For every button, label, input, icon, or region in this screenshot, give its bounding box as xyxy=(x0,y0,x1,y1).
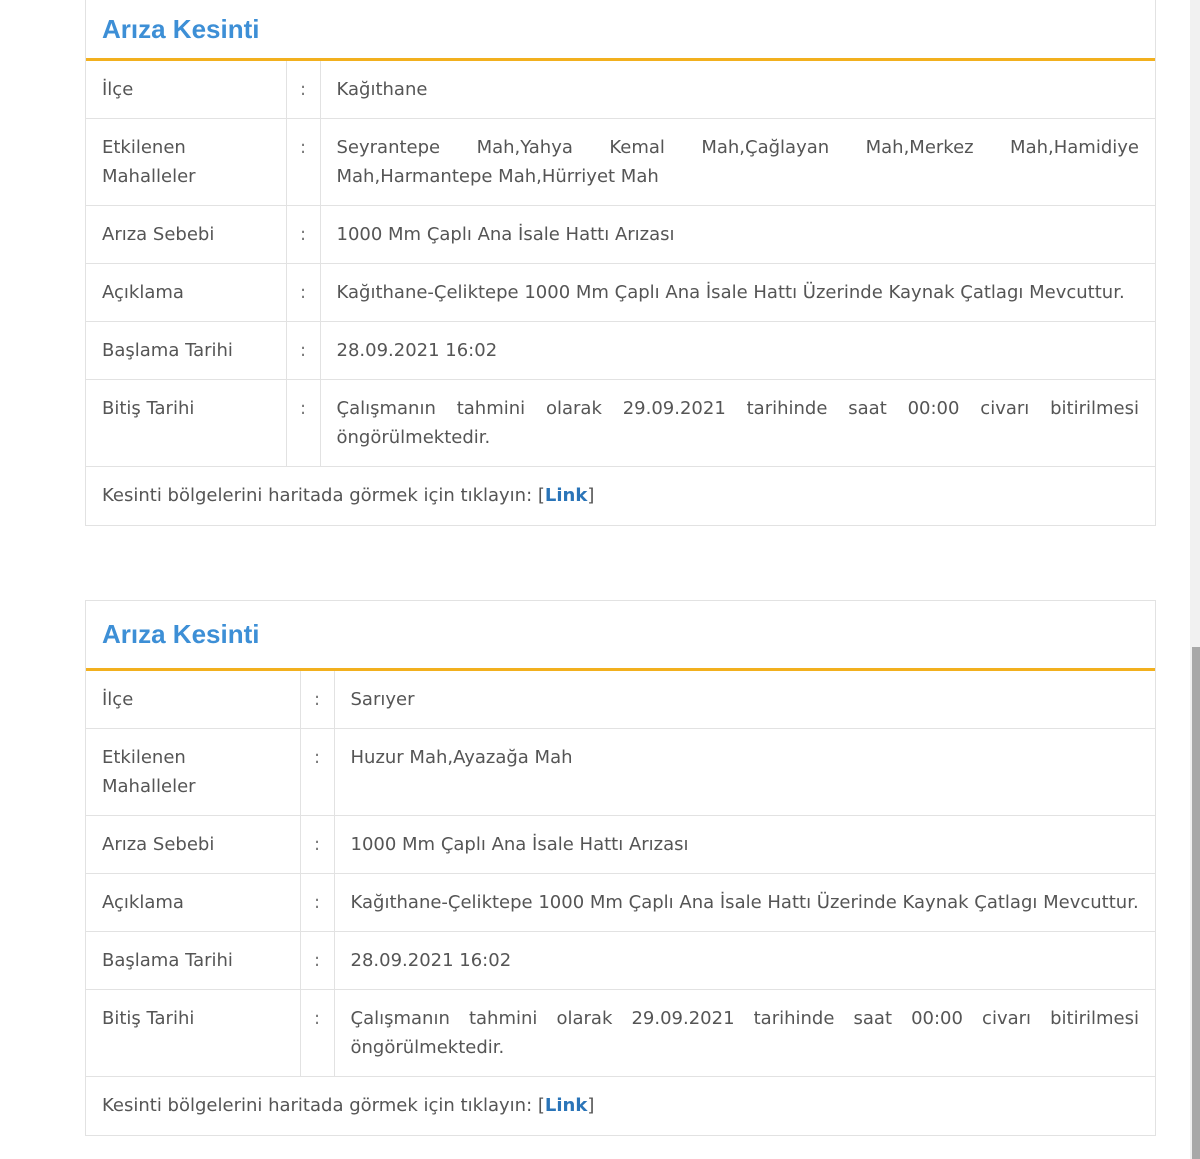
row-separator: : xyxy=(286,264,320,322)
bracket-open: [ xyxy=(537,1095,545,1116)
outage-details-table xyxy=(86,61,1155,467)
map-link[interactable]: Link xyxy=(544,1095,588,1116)
table-row-district xyxy=(86,61,1155,119)
outage-card-2 xyxy=(85,600,1156,1136)
row-value: Huzur Mah,Ayazağa Mah xyxy=(334,729,1155,816)
row-label: İlçe xyxy=(86,671,300,729)
row-value: 28.09.2021 16:02 xyxy=(320,322,1155,380)
row-separator: : xyxy=(300,874,334,932)
row-separator: : xyxy=(286,206,320,264)
row-separator: : xyxy=(286,380,320,467)
row-separator: : xyxy=(300,671,334,729)
row-label: Açıklama xyxy=(86,264,286,322)
table-row-neighborhoods xyxy=(86,119,1155,206)
row-separator: : xyxy=(300,816,334,874)
card-title: Arıza Kesinti xyxy=(86,601,1155,671)
row-label: Etkilenen Mahalleler xyxy=(86,119,286,206)
table-row-description xyxy=(86,264,1155,322)
row-separator: : xyxy=(300,932,334,990)
row-separator: : xyxy=(286,61,320,119)
table-row-district xyxy=(86,671,1155,729)
row-label: Arıza Sebebi xyxy=(86,816,300,874)
row-label: Açıklama xyxy=(86,874,300,932)
row-label: Başlama Tarihi xyxy=(86,932,300,990)
table-row-end-date xyxy=(86,380,1155,467)
row-separator: : xyxy=(286,322,320,380)
bracket-close: ] xyxy=(587,485,595,506)
row-separator: : xyxy=(286,119,320,206)
bracket-close: ] xyxy=(587,1095,595,1116)
row-value: Sarıyer xyxy=(334,671,1155,729)
map-link-row xyxy=(86,1077,1155,1135)
row-value: Kağıthane xyxy=(320,61,1155,119)
table-row-cause xyxy=(86,206,1155,264)
row-value: 1000 Mm Çaplı Ana İsale Hattı Arızası xyxy=(334,816,1155,874)
row-label: Bitiş Tarihi xyxy=(86,380,286,467)
outage-details-table xyxy=(86,671,1155,1077)
table-row-end-date xyxy=(86,990,1155,1077)
table-row-cause xyxy=(86,816,1155,874)
map-link-row xyxy=(86,467,1155,525)
row-separator: : xyxy=(300,990,334,1077)
table-row-description xyxy=(86,874,1155,932)
vertical-scrollbar[interactable] xyxy=(1190,0,1200,1159)
row-label: Bitiş Tarihi xyxy=(86,990,300,1077)
row-value: 28.09.2021 16:02 xyxy=(334,932,1155,990)
row-value: Çalışmanın tahmini olarak 29.09.2021 tarihinde saat 00:00 civarı bitirilmesi öngörülmektedir. xyxy=(334,990,1155,1077)
row-label: Başlama Tarihi xyxy=(86,322,286,380)
table-row-start-date xyxy=(86,932,1155,990)
scrollbar-thumb[interactable] xyxy=(1192,647,1200,1159)
table-row-neighborhoods xyxy=(86,729,1155,816)
map-link-text: Kesinti bölgelerini haritada görmek için tıklayın: xyxy=(102,485,538,506)
row-value: Çalışmanın tahmini olarak 29.09.2021 tarihinde saat 00:00 civarı bitirilmesi öngörülmektedir. xyxy=(320,380,1155,467)
table-row-start-date xyxy=(86,322,1155,380)
map-link-text: Kesinti bölgelerini haritada görmek için tıklayın: xyxy=(102,1095,538,1116)
outage-card-1 xyxy=(85,0,1156,526)
row-label: Arıza Sebebi xyxy=(86,206,286,264)
row-value: 1000 Mm Çaplı Ana İsale Hattı Arızası xyxy=(320,206,1155,264)
row-value: Seyrantepe Mah,Yahya Kemal Mah,Çağlayan Mah,Merkez Mah,Hamidiye Mah,Harmantepe Mah,Hürriyet Mah xyxy=(320,119,1155,206)
row-value: Kağıthane-Çeliktepe 1000 Mm Çaplı Ana İsale Hattı Üzerinde Kaynak Çatlagı Mevcuttur. xyxy=(334,874,1155,932)
row-label: İlçe xyxy=(86,61,286,119)
row-separator: : xyxy=(300,729,334,816)
map-link[interactable]: Link xyxy=(544,485,588,506)
row-label: Etkilenen Mahalleler xyxy=(86,729,300,816)
row-value: Kağıthane-Çeliktepe 1000 Mm Çaplı Ana İsale Hattı Üzerinde Kaynak Çatlagı Mevcuttur. xyxy=(320,264,1155,322)
bracket-open: [ xyxy=(537,485,545,506)
card-title: Arıza Kesinti xyxy=(86,0,1155,61)
